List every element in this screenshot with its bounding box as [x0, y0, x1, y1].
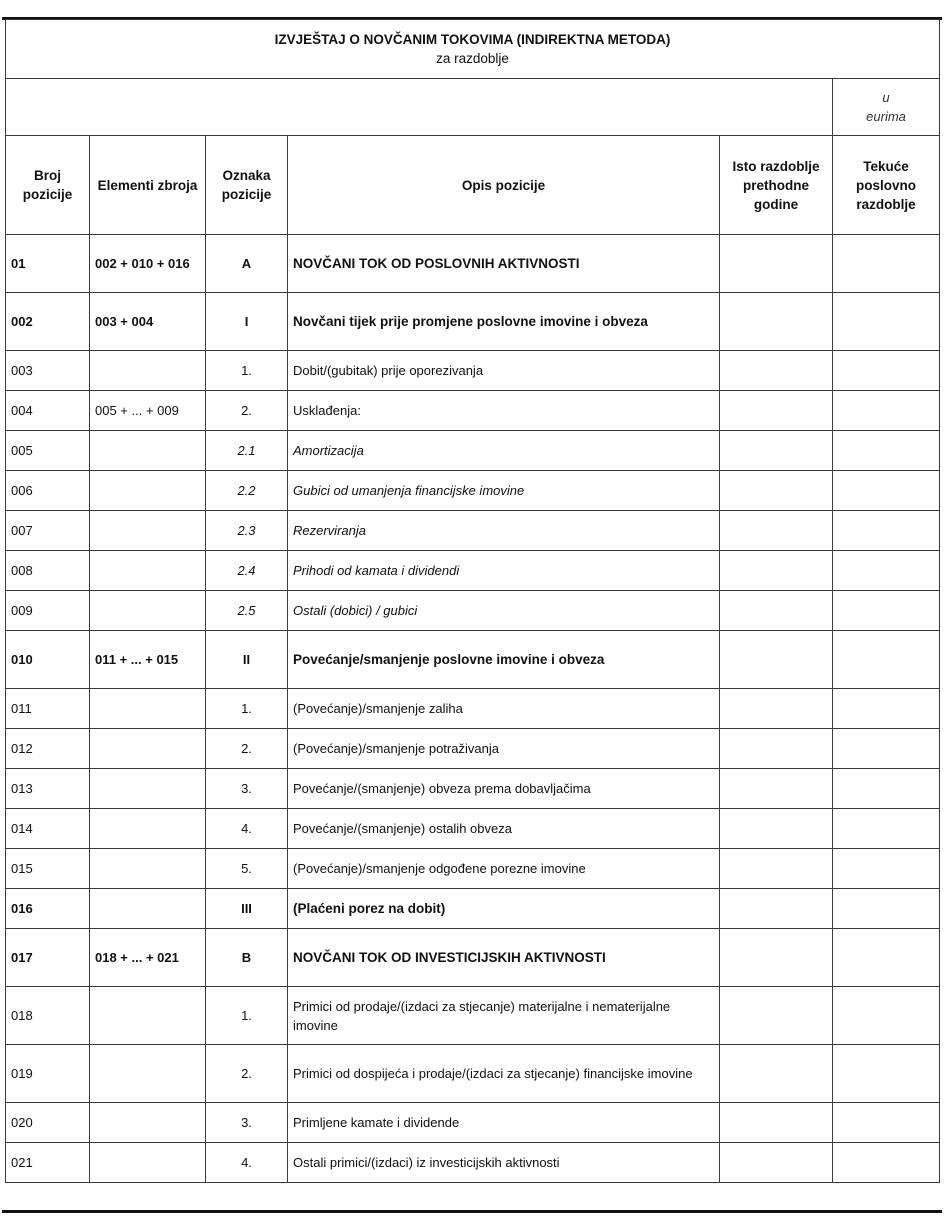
table-row [6, 1045, 940, 1103]
opis-cell: Gubici od umanjenja financijske imovine [288, 471, 720, 511]
broj-cell: 011 [6, 689, 90, 729]
header-tekuce: Tekuće poslovno razdoblje [833, 136, 940, 235]
bottom-rule [2, 1210, 942, 1213]
table-row [6, 471, 940, 511]
table-row [6, 511, 940, 551]
elementi-cell: 018 + ... + 021 [90, 929, 206, 987]
tekuce-value-cell[interactable] [833, 889, 940, 929]
opis-cell: (Plaćeni porez na dobit) [288, 889, 720, 929]
tekuce-value-cell[interactable] [833, 849, 940, 889]
broj-cell: 01 [6, 235, 90, 293]
oznaka-cell: 2.2 [206, 471, 288, 511]
header-oznaka: Oznaka pozicije [206, 136, 288, 235]
elementi-cell [90, 1143, 206, 1183]
table-row [6, 551, 940, 591]
table-row [6, 631, 940, 689]
oznaka-cell: II [206, 631, 288, 689]
tekuce-value-cell[interactable] [833, 431, 940, 471]
oznaka-cell: 2.1 [206, 431, 288, 471]
oznaka-cell: 1. [206, 689, 288, 729]
broj-cell: 017 [6, 929, 90, 987]
table-row [6, 351, 940, 391]
header-row [6, 136, 940, 235]
table-row [6, 729, 940, 769]
elementi-cell [90, 471, 206, 511]
broj-cell: 010 [6, 631, 90, 689]
prethodno-value-cell[interactable] [720, 235, 833, 293]
oznaka-cell: 2. [206, 729, 288, 769]
opis-cell: Povećanje/smanjenje poslovne imovine i obveza [288, 631, 720, 689]
prethodno-value-cell[interactable] [720, 809, 833, 849]
unit-prefix: u [882, 90, 890, 105]
opis-cell: Amortizacija [288, 431, 720, 471]
elementi-cell: 003 + 004 [90, 293, 206, 351]
report-title: IZVJEŠTAJ O NOVČANIM TOKOVIMA (INDIREKTNA METODA) [274, 32, 671, 47]
table-row [6, 809, 940, 849]
prethodno-value-cell[interactable] [720, 471, 833, 511]
unit-row [6, 79, 940, 136]
tekuce-value-cell[interactable] [833, 293, 940, 351]
broj-cell: 015 [6, 849, 90, 889]
header-opis: Opis pozicije [288, 136, 720, 235]
elementi-cell [90, 849, 206, 889]
currency-unit [833, 79, 940, 136]
broj-cell: 020 [6, 1103, 90, 1143]
prethodno-value-cell[interactable] [720, 551, 833, 591]
elementi-cell: 005 + ... + 009 [90, 391, 206, 431]
prethodno-value-cell[interactable] [720, 511, 833, 551]
opis-cell: NOVČANI TOK OD POSLOVNIH AKTIVNOSTI [288, 235, 720, 293]
table-row [6, 293, 940, 351]
elementi-cell: 011 + ... + 015 [90, 631, 206, 689]
elementi-cell [90, 809, 206, 849]
oznaka-cell: 2.5 [206, 591, 288, 631]
opis-cell: (Povećanje)/smanjenje zaliha [288, 689, 720, 729]
elementi-cell [90, 551, 206, 591]
header-elementi: Elementi zbroja [90, 136, 206, 235]
prethodno-value-cell[interactable] [720, 987, 833, 1045]
oznaka-cell: 3. [206, 1103, 288, 1143]
opis-cell: Novčani tijek prije promjene poslovne imovine i obveza [288, 293, 720, 351]
oznaka-cell: III [206, 889, 288, 929]
elementi-cell [90, 511, 206, 551]
opis-cell: Ostali primici/(izdaci) iz investicijskih aktivnosti [288, 1143, 720, 1183]
broj-cell: 006 [6, 471, 90, 511]
opis-cell: Primljene kamate i dividende [288, 1103, 720, 1143]
prethodno-value-cell[interactable] [720, 631, 833, 689]
cash-flow-statement [5, 19, 939, 1183]
opis-cell: Povećanje/(smanjenje) obveza prema dobavljačima [288, 769, 720, 809]
oznaka-cell: 2. [206, 391, 288, 431]
prethodno-value-cell[interactable] [720, 591, 833, 631]
tekuce-value-cell[interactable] [833, 809, 940, 849]
tekuce-value-cell[interactable] [833, 1045, 940, 1103]
report-subtitle: za razdoblje [436, 51, 509, 66]
table-row [6, 431, 940, 471]
broj-cell: 019 [6, 1045, 90, 1103]
elementi-cell [90, 1103, 206, 1143]
oznaka-cell: 4. [206, 1143, 288, 1183]
prethodno-value-cell[interactable] [720, 889, 833, 929]
broj-cell: 008 [6, 551, 90, 591]
table-row [6, 769, 940, 809]
opis-cell: NOVČANI TOK OD INVESTICIJSKIH AKTIVNOSTI [288, 929, 720, 987]
broj-cell: 012 [6, 729, 90, 769]
tekuce-value-cell[interactable] [833, 471, 940, 511]
oznaka-cell: 2.4 [206, 551, 288, 591]
tekuce-value-cell[interactable] [833, 929, 940, 987]
table-row [6, 391, 940, 431]
elementi-cell [90, 769, 206, 809]
tekuce-value-cell[interactable] [833, 689, 940, 729]
prethodno-value-cell[interactable] [720, 351, 833, 391]
title-cell [6, 20, 940, 79]
opis-cell: (Povećanje)/smanjenje potraživanja [288, 729, 720, 769]
prethodno-value-cell[interactable] [720, 1143, 833, 1183]
unit-currency: eurima [866, 109, 906, 124]
broj-cell: 013 [6, 769, 90, 809]
broj-cell: 018 [6, 987, 90, 1045]
tekuce-value-cell[interactable] [833, 987, 940, 1045]
tekuce-value-cell[interactable] [833, 511, 940, 551]
broj-cell: 004 [6, 391, 90, 431]
opis-cell: Dobit/(gubitak) prije oporezivanja [288, 351, 720, 391]
prethodno-value-cell[interactable] [720, 929, 833, 987]
elementi-cell [90, 591, 206, 631]
elementi-cell [90, 729, 206, 769]
prethodno-value-cell[interactable] [720, 729, 833, 769]
header-prethodno: Isto razdoblje prethodne godine [720, 136, 833, 235]
elementi-cell [90, 1045, 206, 1103]
tekuce-value-cell[interactable] [833, 1143, 940, 1183]
oznaka-cell: 3. [206, 769, 288, 809]
opis-cell: Povećanje/(smanjenje) ostalih obveza [288, 809, 720, 849]
opis-cell: Prihodi od kamata i dividendi [288, 551, 720, 591]
prethodno-value-cell[interactable] [720, 769, 833, 809]
broj-cell: 014 [6, 809, 90, 849]
broj-cell: 003 [6, 351, 90, 391]
opis-cell: Rezerviranja [288, 511, 720, 551]
title-row [6, 20, 940, 79]
opis-cell: Usklađenja: [288, 391, 720, 431]
oznaka-cell: 2.3 [206, 511, 288, 551]
oznaka-cell: I [206, 293, 288, 351]
tekuce-value-cell[interactable] [833, 769, 940, 809]
elementi-cell: 002 + 010 + 016 [90, 235, 206, 293]
prethodno-value-cell[interactable] [720, 1045, 833, 1103]
elementi-cell [90, 889, 206, 929]
oznaka-cell: 2. [206, 1045, 288, 1103]
broj-cell: 007 [6, 511, 90, 551]
broj-cell: 002 [6, 293, 90, 351]
oznaka-cell: 5. [206, 849, 288, 889]
prethodno-value-cell[interactable] [720, 1103, 833, 1143]
opis-cell: Primici od prodaje/(izdaci za stjecanje) materijalne i nematerijalne imovine [288, 987, 720, 1045]
oznaka-cell: A [206, 235, 288, 293]
oznaka-cell: 4. [206, 809, 288, 849]
table-row [6, 1103, 940, 1143]
elementi-cell [90, 431, 206, 471]
tekuce-value-cell[interactable] [833, 1103, 940, 1143]
tekuce-value-cell[interactable] [833, 591, 940, 631]
elementi-cell [90, 987, 206, 1045]
tekuce-value-cell[interactable] [833, 391, 940, 431]
broj-cell: 005 [6, 431, 90, 471]
prethodno-value-cell[interactable] [720, 689, 833, 729]
table-row [6, 889, 940, 929]
table-row [6, 689, 940, 729]
opis-cell: (Povećanje)/smanjenje odgođene porezne imovine [288, 849, 720, 889]
tekuce-value-cell[interactable] [833, 729, 940, 769]
table-row [6, 591, 940, 631]
table-row [6, 929, 940, 987]
elementi-cell [90, 351, 206, 391]
oznaka-cell: 1. [206, 987, 288, 1045]
prethodno-value-cell[interactable] [720, 431, 833, 471]
table-row [6, 849, 940, 889]
table-row [6, 235, 940, 293]
oznaka-cell: 1. [206, 351, 288, 391]
header-broj: Broj pozicije [6, 136, 90, 235]
oznaka-cell: B [206, 929, 288, 987]
tekuce-value-cell[interactable] [833, 551, 940, 591]
opis-cell: Ostali (dobici) / gubici [288, 591, 720, 631]
table-row [6, 987, 940, 1045]
tekuce-value-cell[interactable] [833, 351, 940, 391]
tekuce-value-cell[interactable] [833, 631, 940, 689]
statement-table [5, 19, 940, 1183]
broj-cell: 009 [6, 591, 90, 631]
table-row [6, 1143, 940, 1183]
unit-blank-cell [6, 79, 833, 136]
prethodno-value-cell[interactable] [720, 293, 833, 351]
elementi-cell [90, 689, 206, 729]
broj-cell: 021 [6, 1143, 90, 1183]
tekuce-value-cell[interactable] [833, 235, 940, 293]
opis-cell: Primici od dospijeća i prodaje/(izdaci za stjecanje) financijske imovine [288, 1045, 720, 1103]
prethodno-value-cell[interactable] [720, 849, 833, 889]
broj-cell: 016 [6, 889, 90, 929]
prethodno-value-cell[interactable] [720, 391, 833, 431]
